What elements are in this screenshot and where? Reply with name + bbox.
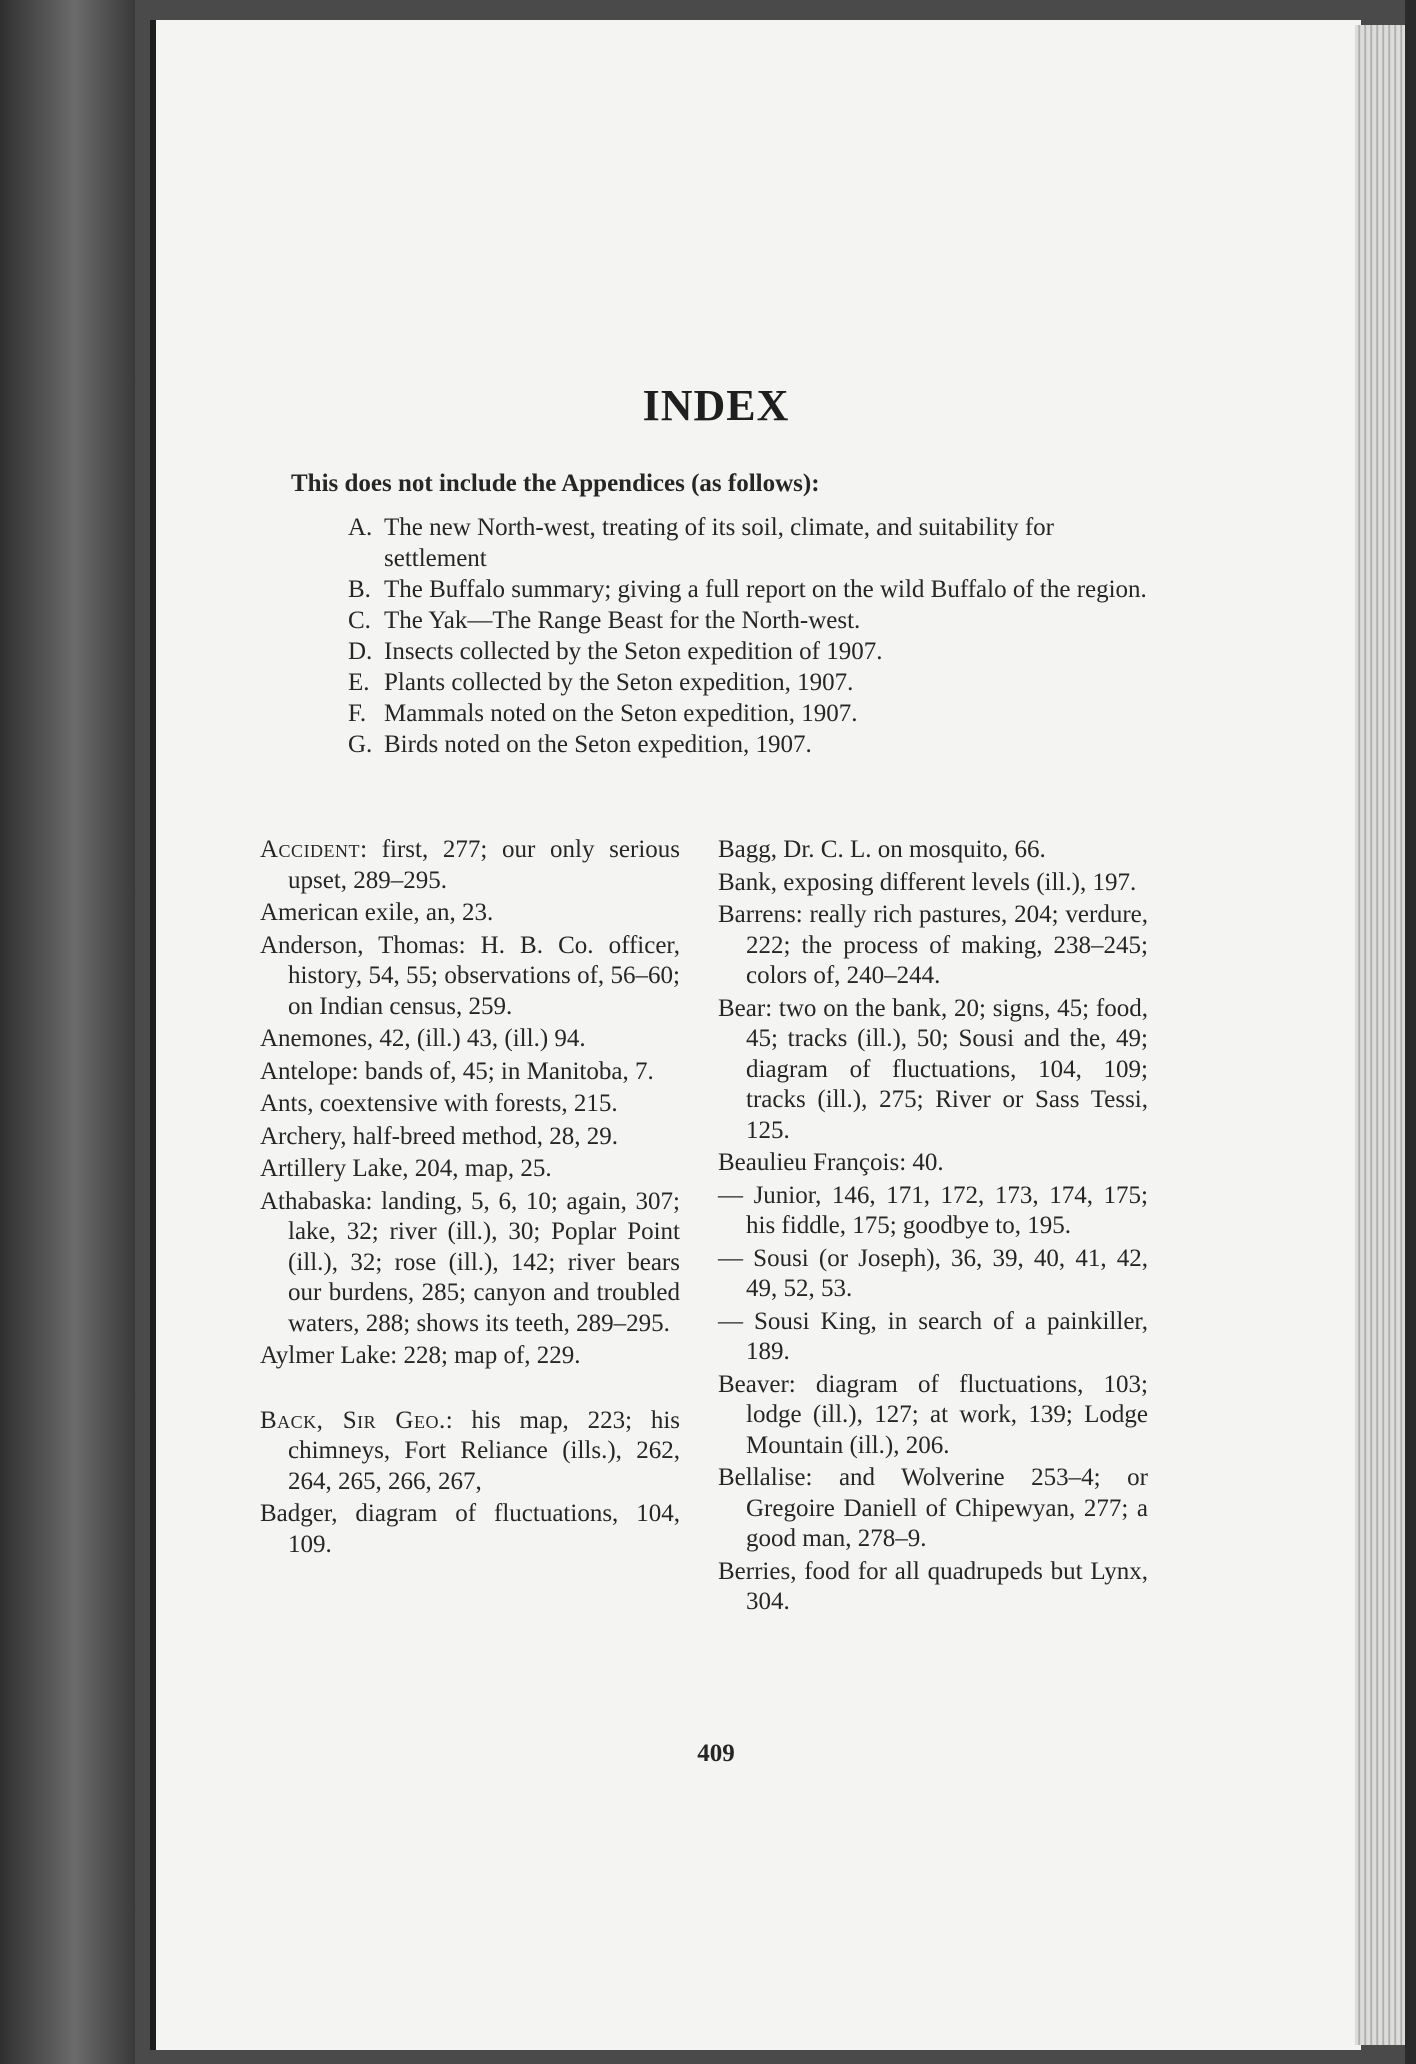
index-column-left: [260, 835, 680, 1562]
index-entry: [260, 931, 680, 1023]
index-entry: [260, 1057, 680, 1088]
appendix-letter: G.: [348, 731, 373, 758]
entry-text: Archery, half-breed method, 28, 29.: [260, 1122, 618, 1150]
appendix-letter: D.: [348, 638, 373, 665]
appendix-text: The new North-west, treating of its soil, climate, and suitability for settlement: [384, 514, 1054, 572]
index-entry: Bagg, Dr. C. L. on mosquito, 66.: [718, 836, 1046, 863]
entry-text: : his map, 223; his chimneys, Fort Reliance (ills.), 262, 264, 265, 266, 267,: [288, 1406, 680, 1495]
appendix-letter: A.: [348, 514, 373, 541]
index-entry: — Junior, 146, 171, 172, 173, 174, 175; his fiddle, 175; goodbye to, 195.: [718, 1181, 1148, 1239]
appendices-list: [348, 512, 1148, 760]
entry-text: Antelope: bands of, 45; in Manitoba, 7.: [260, 1057, 654, 1085]
index-entry: [260, 1187, 680, 1340]
index-entry: [260, 1024, 680, 1055]
index-entry: [260, 1341, 680, 1372]
book-page: [150, 20, 1361, 2050]
entry-text: Anderson, Thomas: H. B. Co. officer, history, 54, 55; observations of, 56–60; on Indian census, 259.: [260, 931, 680, 1020]
entry-text: Ants, coextensive with forests, 215.: [260, 1090, 618, 1117]
appendix-text: Plants collected by the Seton expedition, 1907.: [384, 669, 854, 696]
page-stack-edge: [1355, 25, 1405, 2045]
index-entry: [260, 1089, 680, 1120]
entry-text: Athabaska: landing, 5, 6, 10; again, 307; lake, 32; river (ill.), 30; Poplar Point (ill.), 32; rose (ill.), 142; river bears our burdens, 285; canyon and troubled waters, 288; shows its teeth, 289–295.: [260, 1187, 680, 1337]
index-entry: [260, 898, 680, 929]
appendix-letter: E.: [348, 669, 370, 696]
intro-text: This does not include the Appendices (as follows):: [291, 470, 820, 497]
entry-text: : first, 277; our only serious upset, 289–295.: [288, 836, 680, 894]
index-entry: — Sousi (or Joseph), 36, 39, 40, 41, 42, 49, 52, 53.: [718, 1244, 1148, 1302]
appendix-letter: F.: [348, 700, 367, 727]
appendix-item: [348, 636, 1148, 667]
index-entry: Bellalise: and Wolverine 253–4; or Gregoire Daniell of Chipewyan, 277; a good man, 278–9.: [718, 1464, 1148, 1552]
appendix-item: [348, 729, 1148, 760]
index-entry: [260, 835, 680, 896]
appendix-item: [348, 574, 1148, 605]
entry-heading: Back, Sir Geo.: [260, 1406, 446, 1434]
appendix-item: [348, 512, 1148, 574]
index-entry: [260, 1122, 680, 1153]
appendix-text: The Buffalo summary; giving a full report on the wild Buffalo of the region.: [384, 576, 1147, 603]
index-column-right: [718, 835, 1148, 1620]
appendix-text: Birds noted on the Seton expedition, 1907.: [384, 731, 812, 758]
appendix-text: Insects collected by the Seton expedition of 1907.: [384, 638, 883, 665]
page-number: 409: [697, 1740, 735, 1767]
appendix-text: The Yak—The Range Beast for the North-west.: [384, 607, 861, 634]
entry-text: Anemones, 42, (ill.) 43, (ill.) 94.: [260, 1025, 586, 1052]
entry-text: Artillery Lake, 204, map, 25.: [260, 1155, 552, 1182]
index-entry: — Sousi King, in search of a painkiller, 189.: [718, 1307, 1148, 1365]
appendix-letter: B.: [348, 576, 371, 603]
index-entry: Bear: two on the bank, 20; signs, 45; food, 45; tracks (ill.), 50; Sousi and the, 49; diagram of fluctuations, 104, 109; tracks (ill.), 275; River or Sass Tessi, 125.: [718, 994, 1148, 1144]
facing-page-edge: [0, 0, 135, 2064]
appendix-item: [348, 605, 1148, 636]
entry-text: Badger, diagram of fluctuations, 104, 109.: [260, 1500, 680, 1558]
appendix-letter: C.: [348, 607, 371, 634]
appendix-item: [348, 698, 1148, 729]
entry-text: American exile, an, 23.: [260, 899, 494, 926]
entry-heading: Accident: [260, 836, 361, 863]
appendix-text: Mammals noted on the Seton expedition, 1907.: [384, 700, 858, 727]
appendix-item: [348, 667, 1148, 698]
index-entry: Beaulieu François: 40.: [718, 1149, 944, 1176]
index-entry: Bank, exposing different levels (ill.), 197.: [718, 868, 1137, 896]
index-entry: Barrens: really rich pastures, 204; verdure, 222; the process of making, 238–245; colors of, 240–244.: [718, 901, 1148, 989]
page-title: INDEX: [642, 381, 790, 430]
book-right-edge: [1405, 0, 1416, 2064]
index-entry: [260, 1406, 680, 1498]
index-entry: [260, 1154, 680, 1185]
entry-text: Aylmer Lake: 228; map of, 229.: [260, 1342, 581, 1369]
index-entry: [260, 1499, 680, 1560]
index-entry: Berries, food for all quadrupeds but Lynx, 304.: [718, 1557, 1148, 1615]
index-entry: Beaver: diagram of fluctuations, 103; lodge (ill.), 127; at work, 139; Lodge Mountain (ill.), 206.: [718, 1370, 1148, 1459]
